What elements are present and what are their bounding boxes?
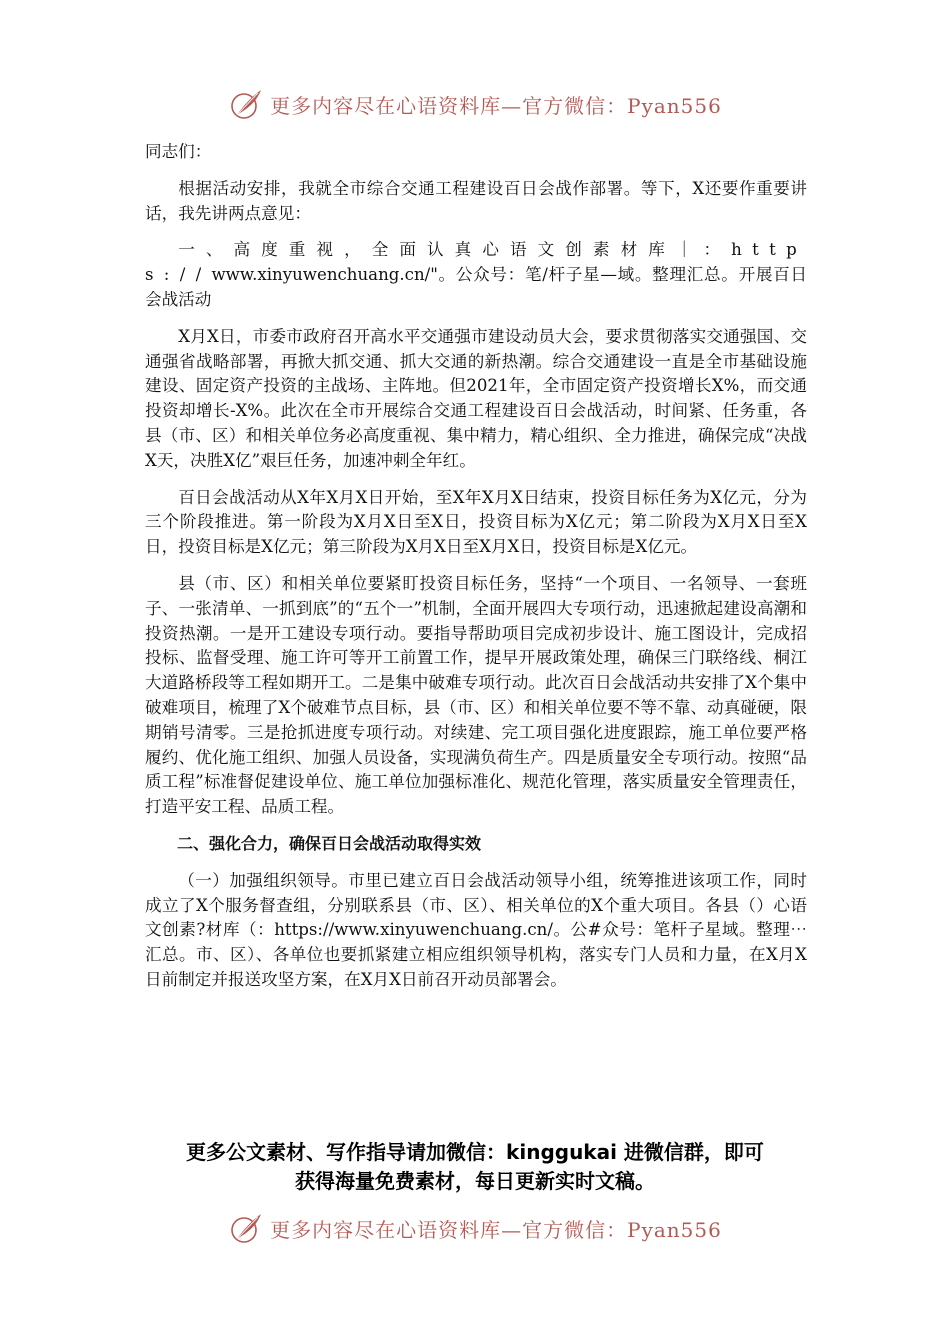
banner-text: 更多内容尽在心语资料库—官方微信：Pyan556 — [270, 93, 722, 118]
promo-line-1: 更多公文素材、写作指导请加微信：kinggukai 进微信群，即可 — [186, 1140, 764, 1164]
greeting: 同志们： — [145, 142, 212, 161]
paragraph-3: 县（市、区）和相关单位要紧盯投资目标任务，坚持“一个项目、一名领导、一套班子、一张清单、一抓到底”的“五个一”机制，全面开展四大专项行动，迅速掀起建设高潮和投资热潮。一是开工建设专项行动。要指导帮助项目完成初步设计、施工图设计，完成招投标、监督受理、施工许可等开工前置工作，提早开展政策处理，确保三门联络线、桐江大道路桥段等工程如期开工。二是集中破难专项行动。此次百日会战活动共安排了X个集中破难项目，梳理了X个破难节点目标，县（市、区）和相关单位要不等不靠、动真碰硬，限期销号清零。三是抢抓进度专项行动。对续建、完工项目强化进度跟踪，施工单位要严格履约、优化施工组织、加强人员设备，实现满负荷生产。四是质量安全专项行动。按照“品质工程”标准督促建设单位、施工单位加强标准化、规范化管理，落实质量安全管理责任，打造平安工程、品质工程。 — [145, 573, 807, 817]
section-1-heading — [145, 238, 807, 312]
section-1-heading-part-2: www.xinyuwenchuang.cn/"。公众号：笔/杆子星—域。整理汇总。开展百日会战活动 — [145, 265, 807, 309]
top-banner — [0, 84, 950, 124]
paragraph-2: 百日会战活动从X年X月X日开始，至X年X月X日结束，投资目标任务为X亿元，分为三个阶段推进。第一阶段为X月X日至X日，投资目标为X亿元；第二阶段为X月X日至X日，投资目标是X亿元；第三阶段为X月X日至X月X日，投资目标是X亿元。 — [145, 487, 807, 557]
bottom-banner — [0, 1208, 950, 1248]
paragraph-4: （一）加强组织领导。市里已建立百日会战活动领导小组，统筹推进该项工作，同时成立了X个服务督查组，分别联系县（市、区）、相关单位的X个重大项目。各县（）心语文创素?材库（：https://www.xinyuwenchuang.cn/。公#众号：笔杆子星域。整理⋯汇总。市、区）、各单位也要抓紧建立相应组织领导机构，落实专门人员和力量，在X月X日前制定并报送攻坚方案，在X月X日前召开动员部署会。 — [145, 870, 807, 989]
paragraph-1: X月X日，市委市政府召开高水平交通强市建设动员大会，要求贯彻落实交通强国、交通强省战略部署，再掀大抓交通、抓大交通的新热潮。综合交通建设一直是全市基础设施建设、固定资产投资的主战场、主阵地。但2021年，全市固定资产投资增长X%，而交通投资却增长-X%。此次在全市开展综合交通工程建设百日会战活动，时间紧、任务重，各县（市、区）和相关单位务必高度重视、集中精力，精心组织、全力推进，确保完成“决战X天，决胜X亿”艰巨任务，加速冲刺全年红。 — [145, 326, 807, 470]
feather-quill-logo-icon — [228, 86, 264, 122]
feather-quill-logo-icon — [228, 1210, 264, 1246]
promo-block — [0, 1138, 950, 1196]
section-1-heading-part-1: 一、高度重视，全面认真心语文创素材库｜：https:// — [145, 240, 807, 285]
section-2-heading: 二、强化合力，确保百日会战活动取得实效 — [177, 833, 482, 853]
promo-line-2: 获得海量免费素材，每日更新实时文稿。 — [295, 1169, 655, 1193]
banner-text: 更多内容尽在心语资料库—官方微信：Pyan556 — [270, 1217, 722, 1242]
intro-paragraph: 根据活动安排，我就全市综合交通工程建设百日会战作部署。等下，X还要作重要讲话，我先讲两点意见： — [145, 178, 807, 223]
document-body — [145, 140, 807, 1005]
